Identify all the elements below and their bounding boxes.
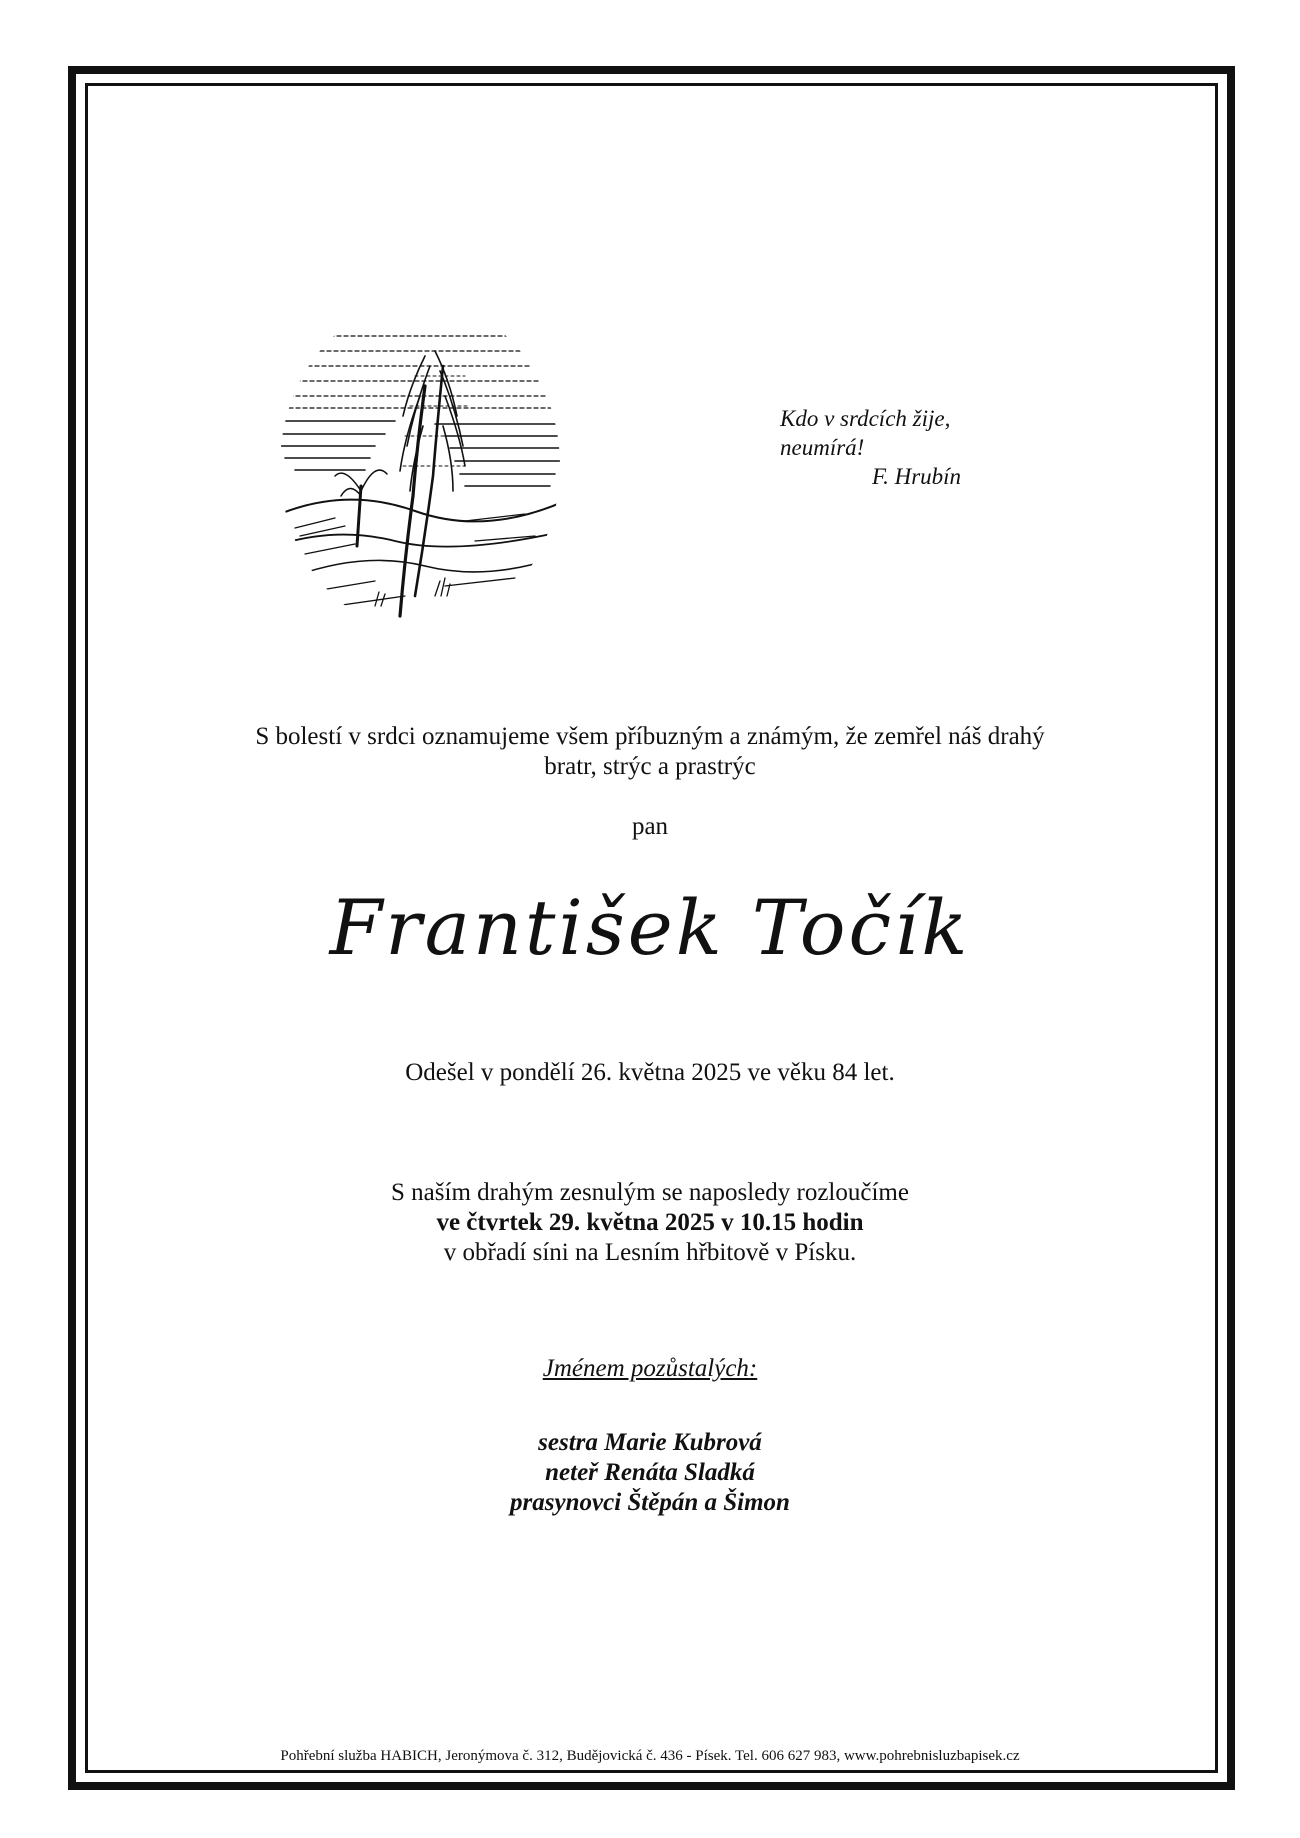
ceremony-date-time: ve čtvrtek 29. května 2025 v 10.15 hodin	[436, 1209, 864, 1236]
on-behalf-heading	[150, 1354, 1150, 1384]
tree-landscape-illustration	[275, 296, 565, 636]
salutation: pan	[631, 813, 669, 840]
survivor-item: prasynovci Štěpán a Šimon	[510, 1489, 790, 1516]
quote-author: F. Hrubín	[872, 464, 962, 489]
announcement	[150, 722, 1150, 782]
quote-line-1: Kdo v srdcích žije,	[780, 406, 951, 431]
deceased-name: František Točík	[329, 883, 971, 972]
footer-contact: Pohřební služba HABICH, Jeronýmova č. 312, Budějovická č. 436 - Písek. Tel. 606 627 983, www.pohrebnisluzbapisek.cz	[280, 1748, 1020, 1764]
announcement-line-1: S bolestí v srdci oznamujeme všem příbuzným a známým, že zemřel náš drahý	[255, 723, 1045, 750]
ceremony-place: v obřadí síni na Lesním hřbitově v Písku.	[443, 1239, 857, 1266]
ceremony-line-1: S naším drahým zesnulým se naposledy rozloučíme	[391, 1179, 909, 1206]
survivor-item: neteř Renáta Sladká	[545, 1459, 755, 1486]
announcement-line-2: bratr, strýc a prastrýc	[544, 753, 756, 780]
quote-line-2: neumírá!	[780, 435, 865, 460]
on-behalf-label: Jménem pozůstalých:	[542, 1355, 758, 1382]
survivor-item: sestra Marie Kubrová	[538, 1429, 762, 1456]
survivors-list	[150, 1428, 1150, 1518]
quote	[780, 404, 1020, 491]
death-notice: Odešel v pondělí 26. května 2025 ve věku 84 let.	[405, 1059, 895, 1086]
ceremony-info	[150, 1178, 1150, 1268]
